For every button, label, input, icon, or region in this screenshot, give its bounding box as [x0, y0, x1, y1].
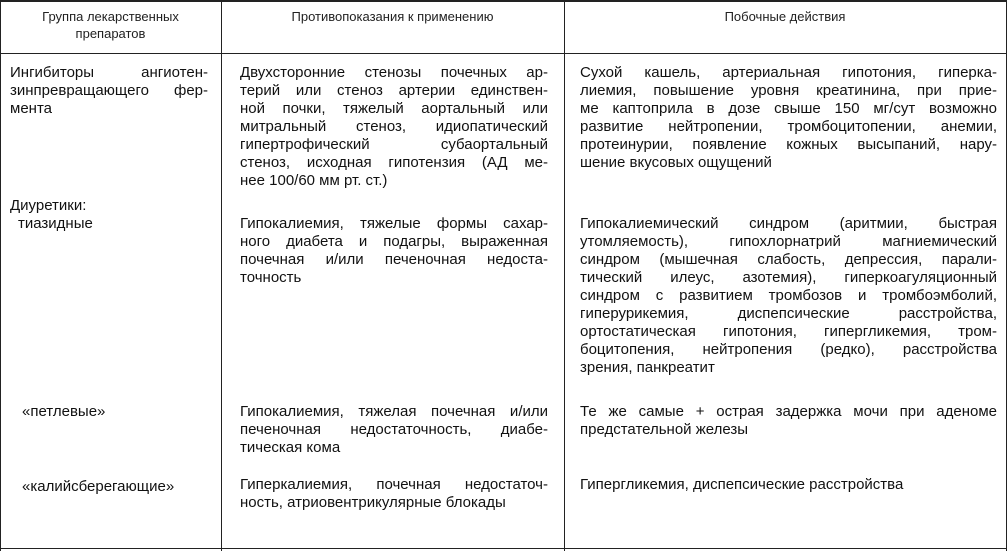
- text-line: лиемия, повышение уровня креатинина, при прие-: [580, 82, 997, 99]
- text-line: синдром с развитием тромбозов и тромбоэмболий,: [580, 287, 997, 304]
- text-line: боцитопения, нейтропения (редко), расстройства: [580, 341, 997, 358]
- text-line: Сухой кашель, артериальная гипотония, гиперка-: [580, 64, 997, 81]
- text-line: Диуретики:: [10, 197, 87, 214]
- text-line: Гиперкалиемия, почечная недостаточ-: [240, 476, 548, 493]
- table-bottom-rule: [0, 548, 1007, 549]
- text-line: Гипокалиемический синдром (аритмии, быстрая: [580, 215, 997, 232]
- text-line: ного диабета и подагры, выраженная: [240, 233, 548, 250]
- text-line: «петлевые»: [22, 403, 106, 420]
- table-left-border: [0, 0, 1, 551]
- column-divider-2: [564, 0, 565, 551]
- row-ace-contraindications: [240, 64, 548, 190]
- row-loop-group: [10, 403, 208, 421]
- text-line: Гипокалиемия, тяжелые формы сахар-: [240, 215, 548, 232]
- text-line: тический илеус, азотемия), гиперкоагуляционный: [580, 269, 997, 286]
- text-line: тическая кома: [240, 439, 341, 456]
- text-line: ность, атриовентрикулярные блокады: [240, 494, 506, 511]
- row-potassium-sparing-group: [10, 478, 208, 496]
- text-line: тиазидные: [18, 215, 93, 232]
- text-line: зрения, панкреатит: [580, 359, 715, 376]
- text-line: Гипокалиемия, тяжелая почечная и/или: [240, 403, 548, 420]
- text-line: гиперурикемия, диспепсические расстройства,: [580, 305, 997, 322]
- text-line: ортостатическая гипотония, гипергликемия, тром-: [580, 323, 997, 340]
- column-divider-1: [221, 0, 222, 551]
- header-group: [0, 8, 221, 42]
- row-potassium-sparing-contraindications: [240, 476, 548, 512]
- text-line: гипертрофический субаортальный: [240, 136, 548, 153]
- text-line: «калийсберегающие»: [22, 478, 175, 495]
- text-line: нее 100/60 мм рт. ст.): [240, 172, 388, 189]
- row-thiazide-side-effects: [580, 215, 997, 377]
- header-bottom-rule: [0, 53, 1007, 54]
- text-line: Гипергликемия, диспепсические расстройства: [580, 476, 904, 493]
- row-potassium-sparing-side-effects: [580, 476, 997, 494]
- row-thiazide-contraindications: [240, 215, 548, 287]
- header-group-line: Группа лекарственных: [42, 9, 179, 24]
- text-line: митральный стеноз, идиопатический: [240, 118, 548, 135]
- header-group-line: препаратов: [75, 26, 146, 41]
- row-thiazide-group: [10, 197, 208, 233]
- text-line: точность: [240, 269, 302, 286]
- text-line: Двухсторонние стенозы почечных ар-: [240, 64, 548, 81]
- text-line: утомляемость), гипохлорнатрий магниемический: [580, 233, 997, 250]
- table-top-rule: [0, 0, 1007, 2]
- text-line: мента: [10, 100, 52, 117]
- text-line: стеноз, исходная гипотензия (АД ме-: [240, 154, 548, 171]
- text-line: зинпревращающего фер-: [10, 82, 208, 99]
- text-line: почечная и/или печеночная недоста-: [240, 251, 548, 268]
- text-line: развитие нейтропении, тромбоцитопении, анемии,: [580, 118, 997, 135]
- text-line: ной почки, тяжелый аортальный или: [240, 100, 548, 117]
- row-ace-side-effects: [580, 64, 997, 172]
- text-line: терий или стеноз артерии единствен-: [240, 82, 548, 99]
- text-line: печеночная недостаточность, диабе-: [240, 421, 548, 438]
- text-line: предстательной железы: [580, 421, 749, 438]
- text-line: протеинурии, появление кожных высыпаний, нару-: [580, 136, 997, 153]
- header-side-effects: Побочные действия: [724, 9, 846, 24]
- text-line: синдром (мышечная слабость, депрессия, парали-: [580, 251, 997, 268]
- text-line: ме каптоприла в дозе свыше 150 мг/сут возможно: [580, 100, 997, 117]
- header-contraindications: Противопоказания к применению: [291, 9, 494, 24]
- text-line: Те же самые + острая задержка мочи при аденоме: [580, 403, 997, 420]
- text-line: шение вкусовых ощущений: [580, 154, 772, 171]
- row-loop-side-effects: [580, 403, 997, 439]
- text-line: Ингибиторы ангиотен-: [10, 64, 208, 81]
- row-loop-contraindications: [240, 403, 548, 457]
- row-ace-group: [10, 64, 208, 118]
